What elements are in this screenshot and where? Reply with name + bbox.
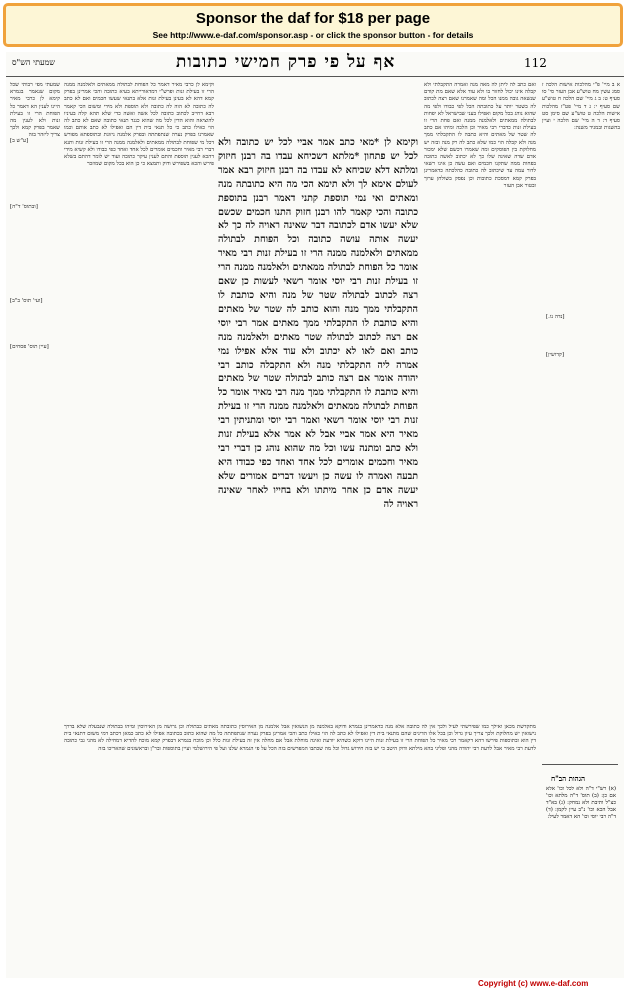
notes-body: (א) רש"י ד"ה ולא לכל וכו' אלא אם כן: (ב) תוס' ד"ה מלתא וכו' כצ"ל ותיבת ולא נמחק: (ג) בא"ד אבל הכא וכו' נ"ב עיין לקמן: (ד) ד"ה רבי יוסי וכו' הא דאמר לעיל: <box>546 786 616 820</box>
margin-label: [עיין תוס' פסחים] <box>10 344 49 350</box>
gemara-main-text: וקימא לן *מאי כתב אמר אביי לכל יש כתובה ולא לכל יש פתחון *מלתא דשכיחא עבדו בה רבנן חיזוק ומלתא דלא שכיחא לא עבדו בה רבנן חיזוק רבא אמר לעולם אימא לך ולא תימא הכי מה היא כתובתה מנה ומאתים ואי נמי תוספת קתני דאמר רבנן בתוספת כתובה והכי קאמר להו רבנן חזוק התנו חכמים שכשם שלא יעשו אדם לכתובה דבר שאינה ראויה לה כך לא יעשה אותה עושה כתובה וכל הפוחת לבתולה ממאתים ולאלמנה ממנה הרי זו בעילת זנות רבי מאיר אומר כל הפוחת לבתולה ממאתים ולאלמנה ממנה הרי זו בעילת זנות רבי יוסי אומר רשאי לעשות כן שאם רצה לכתוב לבתולה שטר של מנה והיא כותבת לו התקבלתי ממך מנה והוא כותב לה שטר של מאתים והיא כותבת לו התקבלתי ממך מאתים אמר רבי יוסי אם רצה לכתוב לבתולה שטר מאתים ולאלמנה מנה כותב ואם לאו לא יכתוב ולא עוד אלא אפילו נמי אמרה ליה התקבלתי מנה ולא התקבלה כותב רבי יהודה אומר אם רצה כותב לבתולה שטר של מאתים והיא כותבת לו התקבלתי ממך מנה רבי מאיר אומר כל הפוחת לבתולה ממאתים ולאלמנה ממנה הרי זו בעילת זנות רבי יוסי אומר רשאי ואמר רבי יוסי ומתניתין רבי מאיר היא אמר אביי אבל לא אמר אלא בעילת זנות ולא כתב ומתנה עשו וכל מה שהוא נוהג כן דברי רבי מאיר וחכמים אומרים לכל אחד ואחד כפי כבודו היא תבעה ואמרה לו עשה כן ויעשו דברים אמורים שלא יעשה אדם כן אחר מיתתו ולא בחייו לאחר שאינה ראויה לה <box>218 137 418 510</box>
sponsor-subtitle[interactable]: See http://www.e-daf.com/sponsor.asp - or click the sponsor button - for details <box>152 30 474 40</box>
tosafot-column: וקימא לן כרבי מאיר דאמר כל הפוחת לבתולה ממאתים ולאלמנה ממנה הרי זו בעילת זנות ופרש"י דמדאורייתא בעיא כתובה והכי אמרינן בפרק קמא דהא לא בעינן בעילת זנות אלא בתנאי שעשו חכמים ואם לא כתב לה כתובה לא הוה לה כתובה ולא תוספת ולא מידי ומשום הכי קאמר רבא דחייב לכתוב כתובה לכל אשה ואשה כדי שלא תהא קלה בעיניו להוציאה והוא הדין לכל מה שהוא כנגד תנאי כתובה שאם לא כתב לה הוי כאילו כתב כי כל תנאי בית דין הם ואפילו לא כתב אותם וכמו שאמרנו בפרק נערה שנתפתתה ובפרק אלמנה ניזונת ובתוספתא מפורש דכל מי שפוחת לבתולה ממאתים ולאלמנה ממנה הרי זו בעילת זנות ותנא דברי רבי מאיר וחכמים אומרים לכל אחד ואחד כפי כבודו ולא קשיא מידי דהכא לענין תוספת והתם לענין עיקר כתובה ועוד יש לומר דהתם בשלא פירש והכא בשפירש ודוק ותמצא כי כן הוא בכל מקום שמוזכר <box>64 82 214 168</box>
page-number: 112 <box>524 56 547 70</box>
page-header <box>6 52 624 78</box>
margin-label: [קדושין] <box>546 352 565 358</box>
margin-label: [נדה נו.] <box>546 314 565 320</box>
ein-mishpat-column: א ב מיי' פ"י מהלכות אישות הלכה ז סמג עשין מח טוש"ע אבן העזר סי' סו סעיף ט: ב ג מיי' שם הלכה ח טוש"ע שם סעיף י: ג ד מיי' פט"ז מהלכות אישות הלכה ט טוש"ע שם סימן סט סעיף ד: ד ה מיי' שם הלכה י ועיין בהשגות ובמגיד משנה: <box>542 82 620 132</box>
margin-label: [ע"ש ב] <box>10 138 29 144</box>
sponsor-title[interactable]: Sponsor the daf for $18 per page <box>195 10 431 27</box>
page-title: אף על פי פרק חמישי כתובות <box>176 52 396 72</box>
margin-label: [ועי' תוס' ב"ב] <box>10 298 43 304</box>
talmud-page <box>6 52 624 978</box>
bottom-commentary: מתקדשת מכאן ואילך כמו שפירשתי לעיל ולכך אין לה כתובה אלא מנה כדאמרינן בגמרא ודוקא באלמנה מן הנשואין אבל אלמנה מן האירוסין כתובתה מאתים כבתולה וכן גרושה מן האירוסין ומיהו בבתולה שנבעלה שלא בדרך נישואין יש מחלוקת ולכך צריך עיון גדול וכן בכל אלו הדינים שהם מתנאי בית דין ואפילו לא כתב לה הוי כאילו כתב והכי אמרינן בפרק נערה שנתפתתה כל מה שהוא כתוב בכתובה אפילו לא כתב כמאן דכתב דמי משום דתנאי בית דין הוא ובתוספות פירשו דהא דקאמר רבי מאיר כל הפוחת הרי זו בעילת זנות היינו דוקא כשהיא יודעת ואינה מוחלת אבל אם מחלה אין זה בעילת זנות כלל וכן מוכח בגמרא דבפרק קמא מוכח להדיא דמחילה לא מהני גבי כתובה לדעת רבי מאיר אבל לדעת רבי יהודה מהני ופליגי בהא מילתא ודוק היטב כי יש בזה חידוש גדול וכל מה שכתבו המפרשים בזה הכל על פי הגמרא שלנו ועל פי הירושלמי ועיין בתוספות ובר"ן ובראשונים שהאריכו בזה <box>64 724 536 752</box>
header-rule <box>6 76 624 77</box>
copyright-link[interactable]: Copyright (c) www.e-daf.com <box>478 979 589 988</box>
rashi-column: ואם כתב לה ליתן לה מאה מנה ואמרה התקבלתי ולא קבלה אינו יכול לחזור בו ולא עוד אלא שאם מת קודם שנשאה גובה ממנו הכל ומה שאמרנו שאם רצה לכתוב לה בשטר יותר על כתובתה הכל לפי כבודו ולפי מה שהוא נוהג בכל מקום ואפילו בעני שבישראל לא יפחות לבתולה ממאתים ולאלמנה ממנה ואם פחת הרי זו בעילת זנות כדברי רבי מאיר וכן הלכה ומיהו אם כתב לה שטר של מאתים והיא כתבה לו התקבלתי ממך מנה ולא קבלה הוי כמו שלא כתב לה רק מנה ובזה יש מחלוקת בין הפוסקים ומה שאמרו דכשם שלא ימכור אדם שדה שאינה שלו כך לא יכתוב לאשה כתובה בפחות ממה שתקנו חכמים ואם עשה כן אינו רשאי לדור עמה עד שיכתוב לה כתובה כהלכתה כדאמרינן בפרק קמא דמסכת כתובות וכן נפסק בשולחן ערוך ובטור אבן העזר <box>424 82 536 189</box>
far-left-margin: שמעתי מפי רבותי שכל מקום שנאמר בגמרא קימא לן כרבי מאיר היינו לענין הא דאמר כל הפוחת הרי זו בעילת זנות ולא לענין מה שאמר בפרק קמא ולכך צריך ליזהר בזה <box>10 82 60 139</box>
margin-label: [ובתוס' ד"ה] <box>10 204 38 210</box>
notes-divider <box>542 764 618 765</box>
header-left-text: שמעתי הש"ס <box>12 58 55 67</box>
notes-title: הגהות הב"ח <box>551 774 586 783</box>
sponsor-banner[interactable] <box>3 3 623 47</box>
